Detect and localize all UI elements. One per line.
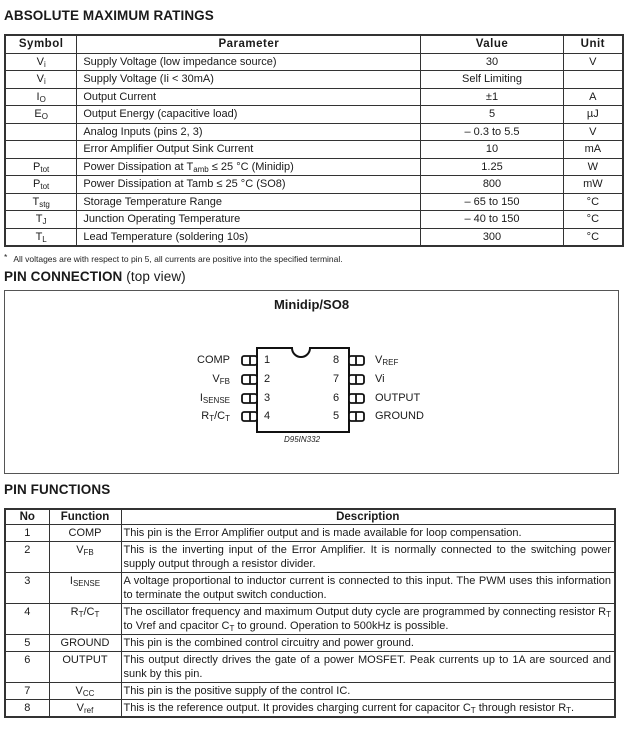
description-text: through resistor R: [475, 702, 567, 714]
unit-cell: °C: [563, 193, 623, 211]
pin-number: 4: [264, 410, 271, 422]
symbol-cell: [5, 193, 77, 211]
description-text: This is the reference output. It provides charging current for capacitor C: [123, 702, 471, 714]
symbol-cell: [5, 228, 77, 246]
value-cell: – 0.3 to 5.5: [421, 123, 563, 141]
parameter-text: ≤ 25 °C (Minidip): [208, 160, 294, 173]
footnote-text: All voltages are with respect to pin 5, all currents are positive into the specified terminal.: [13, 254, 343, 264]
table-row: [5, 211, 623, 229]
pin-label-subscript: FB: [219, 377, 230, 386]
header-parameter: Parameter: [77, 35, 421, 53]
header-description: Description: [121, 509, 615, 525]
unit-cell: mW: [563, 176, 623, 194]
table-row: [5, 123, 623, 141]
pin-no-cell: 6: [5, 652, 49, 683]
symbol-cell: [5, 71, 77, 89]
pin-label-comp: [197, 354, 230, 366]
pin-label-text: COMP: [197, 354, 230, 366]
symbol: T: [35, 230, 43, 243]
pin-no-cell: 2: [5, 542, 49, 573]
description-subscript: T: [606, 610, 611, 619]
function-subscript: T: [94, 610, 100, 619]
parameter-cell: Storage Temperature Range: [77, 193, 421, 211]
symbol: V: [36, 55, 44, 68]
footnote-mark: *: [4, 252, 8, 262]
pin-connection-diagram: [4, 290, 619, 474]
function-cell: GROUND: [49, 635, 121, 652]
function-subscript: T: [78, 610, 84, 619]
symbol-cell: [5, 123, 77, 141]
description-cell: [121, 700, 615, 718]
symbol: I: [36, 90, 40, 103]
pin-no-cell: 3: [5, 573, 49, 604]
symbol-cell: [5, 176, 77, 194]
value-cell: 10: [421, 141, 563, 159]
description-subscript: T: [566, 706, 572, 715]
table-row: [5, 700, 615, 718]
pin-label-ground: GROUND: [375, 410, 424, 422]
symbol-cell: [5, 88, 77, 106]
pin-label-subscript: T: [225, 414, 230, 423]
pin-number: 3: [264, 392, 271, 404]
unit-cell: [563, 71, 623, 89]
absolute-maximum-ratings-title: ABSOLUTE MAXIMUM RATINGS: [4, 8, 214, 23]
pin-label-rt-ct: [201, 410, 230, 422]
function-text: R: [70, 606, 79, 618]
parameter-cell: Output Energy (capacitive load): [77, 106, 421, 124]
table-row: [5, 141, 623, 159]
drawing-code: D95IN332: [284, 435, 321, 444]
parameter-cell: Supply Voltage (low impedance source): [77, 53, 421, 71]
function-cell: [49, 683, 121, 700]
parameter-cell: Junction Operating Temperature: [77, 211, 421, 229]
value-cell: 30: [421, 53, 563, 71]
function-cell: [49, 700, 121, 718]
pin-no-cell: 4: [5, 604, 49, 635]
pin-number: 6: [333, 392, 340, 404]
function-subscript: CC: [82, 689, 95, 698]
table-row: [5, 573, 615, 604]
pin-no-cell: 8: [5, 700, 49, 718]
description-subscript: T: [470, 706, 476, 715]
description-text: to Vref and cpacitor C: [123, 620, 230, 632]
parameter-cell: Lead Temperature (soldering 10s): [77, 228, 421, 246]
table-header-row: [5, 35, 623, 53]
table-row: [5, 683, 615, 700]
table-row: [5, 604, 615, 635]
value-cell: Self Limiting: [421, 71, 563, 89]
symbol-subscript: O: [39, 94, 46, 104]
symbol: T: [32, 195, 40, 208]
pin-functions-title: PIN FUNCTIONS: [4, 482, 111, 497]
symbol-subscript: tot: [40, 182, 50, 192]
table-row: [5, 525, 615, 542]
footnote: [4, 252, 343, 264]
function-cell: [49, 573, 121, 604]
function-cell: [49, 604, 121, 635]
symbol-subscript: O: [41, 112, 48, 122]
symbol: E: [34, 108, 42, 121]
symbol: P: [33, 160, 41, 173]
value-cell: – 40 to 150: [421, 211, 563, 229]
header-unit: Unit: [563, 35, 623, 53]
table-row: [5, 652, 615, 683]
table-row: [5, 176, 623, 194]
pin-label-subscript: SENSE: [202, 396, 230, 405]
parameter-cell: Power Dissipation at Tamb ≤ 25 °C (SO8): [77, 176, 421, 194]
table-row: [5, 635, 615, 652]
pin-functions-table: [4, 508, 616, 718]
pin-label-subscript: REF: [382, 358, 399, 367]
symbol: P: [33, 178, 41, 191]
symbol-cell: [5, 158, 77, 176]
parameter-cell: Analog Inputs (pins 2, 3): [77, 123, 421, 141]
description-text: to ground. Operation to 500kHz is possible.: [234, 620, 449, 632]
pin-label-vfb: [212, 373, 230, 385]
pin-number: 8: [333, 354, 340, 366]
description-cell: This output directly drives the gate of a power MOSFET. Peak currents up to 1A are sourced and sunk by this pin.: [121, 652, 615, 683]
parameter-text: Power Dissipation at T: [83, 160, 194, 173]
symbol-cell: [5, 53, 77, 71]
symbol-cell: [5, 141, 77, 159]
symbol: T: [35, 213, 43, 226]
value-cell: – 65 to 150: [421, 193, 563, 211]
table-header-row: [5, 509, 615, 525]
value-cell: 5: [421, 106, 563, 124]
pin-number: 2: [264, 373, 271, 385]
pin-label-vi: Vi: [375, 373, 385, 385]
parameter-subscript: amb: [193, 164, 209, 174]
pin-number: 7: [333, 373, 340, 385]
table-row: [5, 228, 623, 246]
symbol-subscript: tot: [40, 164, 50, 174]
pin-no-cell: 1: [5, 525, 49, 542]
unit-cell: °C: [563, 228, 623, 246]
unit-cell: V: [563, 123, 623, 141]
function-text: /C: [83, 606, 95, 618]
pin-label-output: OUTPUT: [375, 392, 421, 404]
parameter-cell: Output Current: [77, 88, 421, 106]
function-text: V: [75, 685, 83, 697]
parameter-cell: Supply Voltage (Ii < 30mA): [77, 71, 421, 89]
description-cell: This pin is the combined control circuitry and power ground.: [121, 635, 615, 652]
pin-no-cell: 7: [5, 683, 49, 700]
description-text: The oscillator frequency and maximum Output duty cycle are programmed by connecting resistor R: [123, 606, 607, 618]
description-cell: This is the inverting input of the Error Amplifier. It is normally connected to the switching power supply output through a resistor divider.: [121, 542, 615, 573]
function-subscript: FB: [83, 548, 94, 557]
function-cell: [49, 542, 121, 573]
pin-label-subscript: T: [209, 414, 215, 423]
pin-label-vref: [375, 354, 398, 366]
description-text: .: [571, 702, 575, 714]
parameter-cell: Error Amplifier Output Sink Current: [77, 141, 421, 159]
function-text: V: [76, 702, 84, 714]
absolute-maximum-ratings-table: [4, 34, 624, 247]
function-subscript: ref: [84, 706, 94, 715]
parameter-cell: [77, 158, 421, 176]
symbol-subscript: stg: [39, 199, 50, 209]
unit-cell: mA: [563, 141, 623, 159]
function-cell: OUTPUT: [49, 652, 121, 683]
header-function: Function: [49, 509, 121, 525]
unit-cell: W: [563, 158, 623, 176]
pin-number: 5: [333, 410, 340, 422]
pin-number: 1: [264, 354, 271, 366]
unit-cell: µJ: [563, 106, 623, 124]
pin-label-text: /C: [214, 410, 226, 422]
header-value: Value: [421, 35, 563, 53]
description-cell: A voltage proportional to inductor current is connected to this input. The PWM uses this information to terminate the output switch conduction.: [121, 573, 615, 604]
pin-label-isense: [200, 392, 230, 404]
value-cell: 300: [421, 228, 563, 246]
description-cell: [121, 604, 615, 635]
function-cell: COMP: [49, 525, 121, 542]
value-cell: 1.25: [421, 158, 563, 176]
symbol-subscript: J: [42, 217, 47, 227]
description-cell: This pin is the Error Amplifier output and is made available for loop compensation.: [121, 525, 615, 542]
symbol-subscript: i: [43, 77, 46, 87]
symbol-subscript: i: [43, 59, 46, 69]
table-row: [5, 158, 623, 176]
symbol-cell: [5, 211, 77, 229]
table-row: [5, 106, 623, 124]
package-title: Minidip/SO8: [273, 297, 350, 312]
symbol-subscript: L: [42, 234, 47, 244]
table-row: [5, 193, 623, 211]
unit-cell: °C: [563, 211, 623, 229]
pin-connection-subtitle: (top view): [126, 269, 186, 284]
value-cell: ±1: [421, 88, 563, 106]
pin-connection-title: [4, 269, 186, 284]
description-cell: This pin is the positive supply of the control IC.: [121, 683, 615, 700]
pin-label-text: R: [201, 410, 210, 422]
function-text: I: [69, 575, 73, 587]
ic-package-icon: [5, 291, 618, 473]
pin-connection-heading: PIN CONNECTION: [4, 269, 123, 284]
pin-label-text: I: [199, 392, 203, 404]
pin-no-cell: 5: [5, 635, 49, 652]
symbol: V: [36, 73, 44, 86]
table-row: [5, 53, 623, 71]
symbol-cell: [5, 106, 77, 124]
unit-cell: A: [563, 88, 623, 106]
table-row: [5, 542, 615, 573]
function-subscript: SENSE: [72, 579, 101, 588]
pin-label-text: V: [212, 373, 220, 385]
function-text: V: [76, 544, 84, 556]
pin-label-text: V: [375, 354, 383, 366]
table-row: [5, 71, 623, 89]
table-row: [5, 88, 623, 106]
unit-cell: V: [563, 53, 623, 71]
header-symbol: Symbol: [5, 35, 77, 53]
description-subscript: T: [229, 624, 235, 633]
value-cell: 800: [421, 176, 563, 194]
header-no: No: [5, 509, 49, 525]
